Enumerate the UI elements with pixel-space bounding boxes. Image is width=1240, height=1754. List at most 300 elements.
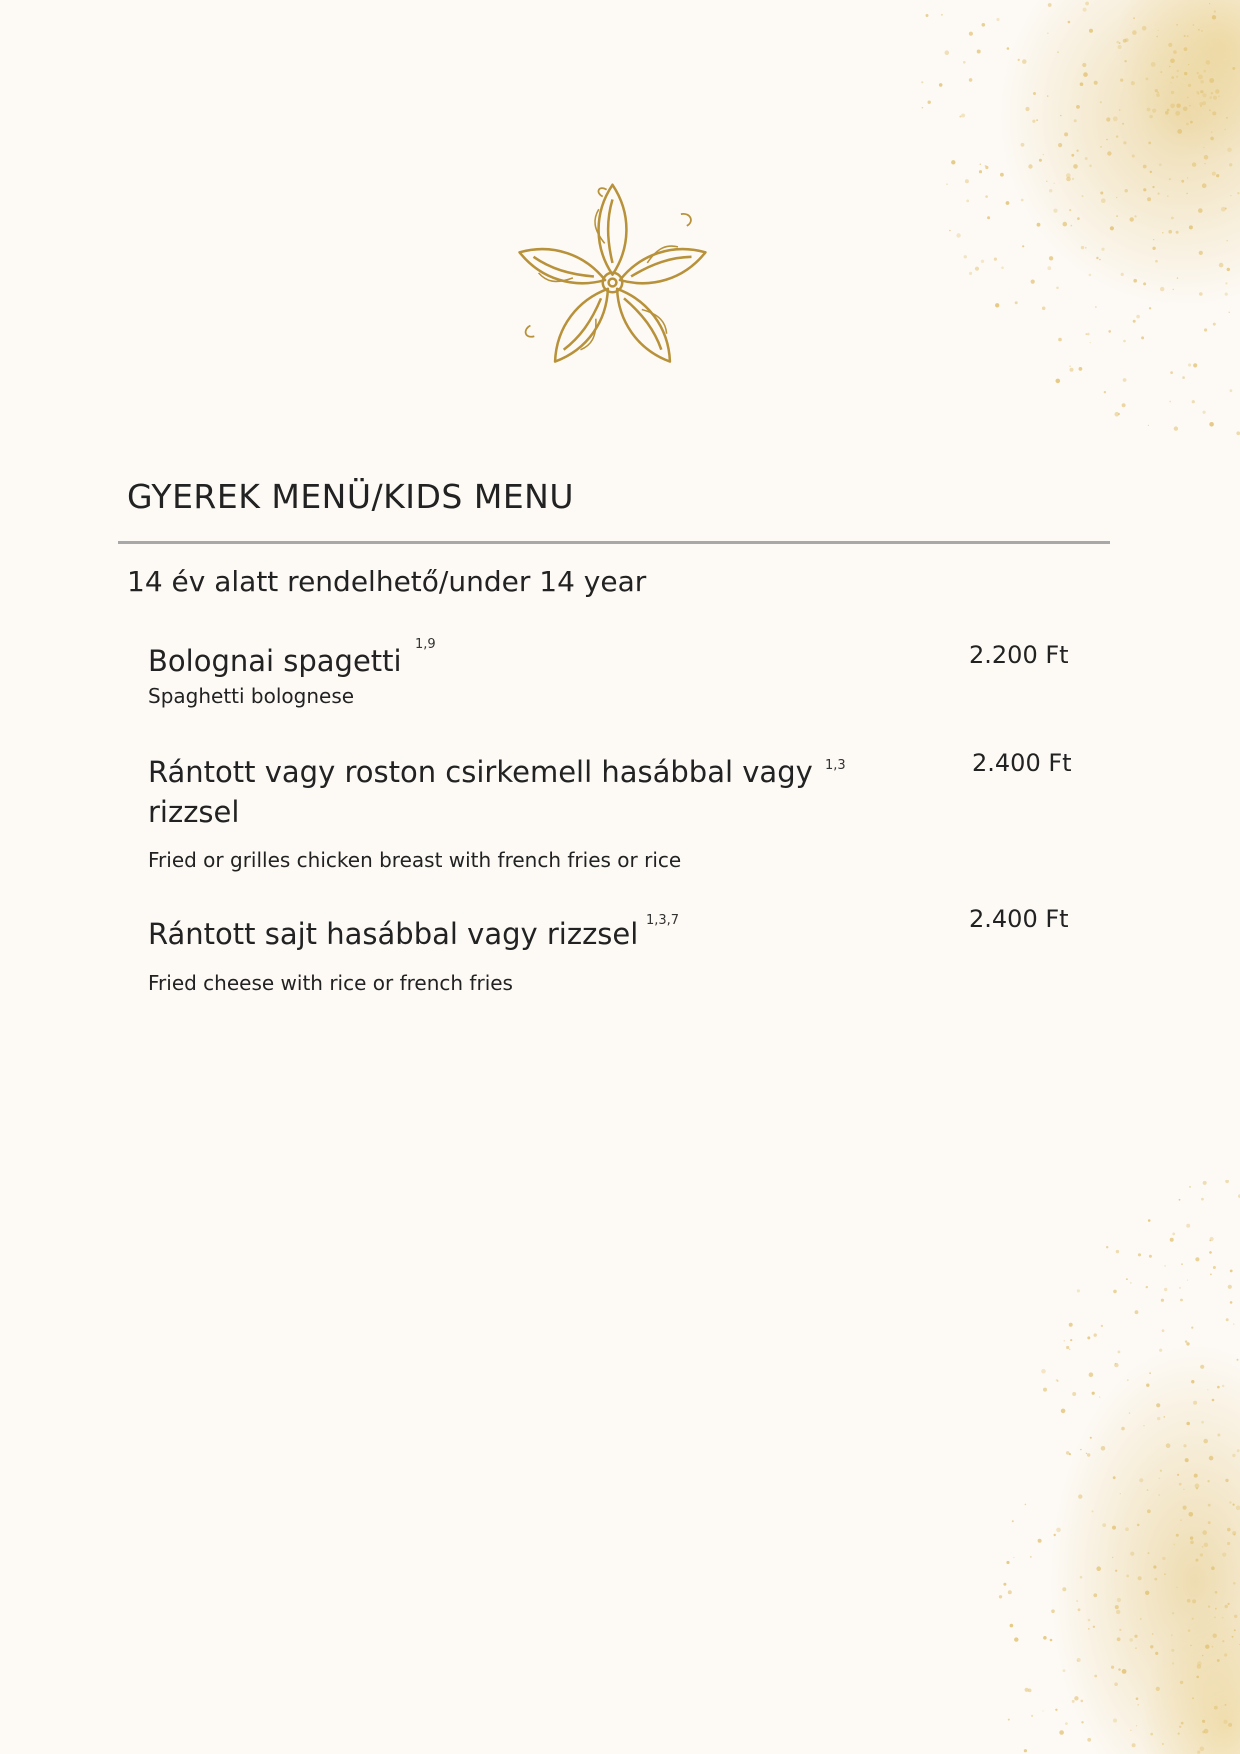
glitter-dot (1059, 1730, 1064, 1735)
glitter-dot (1066, 1451, 1070, 1455)
glitter-dot (1056, 1379, 1058, 1381)
glitter-dot (1066, 173, 1071, 178)
glitter-dot (1232, 1636, 1234, 1638)
glitter-dot (1121, 1427, 1125, 1431)
glitter-dot (1113, 1719, 1117, 1723)
glitter-dot (1182, 376, 1185, 379)
glitter-dot (1047, 95, 1049, 97)
glitter-dot (1155, 1652, 1158, 1655)
glitter-dot (1110, 226, 1114, 230)
glitter-dot (1095, 306, 1097, 308)
glitter-dot (1177, 1474, 1179, 1476)
glitter-dot (1192, 162, 1196, 166)
glitter-dot (1229, 312, 1230, 313)
glitter-dot (1197, 72, 1199, 74)
glitter-dot (961, 114, 965, 118)
glitter-dot (1186, 193, 1187, 194)
glitter-dot (1125, 38, 1129, 42)
glitter-dot (1162, 232, 1163, 233)
glitter-dot (1185, 1340, 1187, 1342)
glitter-dot (1233, 1582, 1236, 1585)
glitter-dot (1159, 1349, 1162, 1352)
glitter-dot (1158, 30, 1159, 31)
glitter-dot (1212, 111, 1216, 115)
glitter-dot (1192, 1599, 1196, 1603)
glitter-dot (1083, 72, 1088, 77)
glitter-dot (1076, 105, 1080, 109)
glitter-dot (999, 1595, 1002, 1598)
glitter-dot (1116, 1610, 1120, 1614)
glitter-dot (1174, 1544, 1176, 1546)
glitter-dot (1201, 1198, 1204, 1201)
glitter-dot (1143, 282, 1146, 285)
glitter-dot (1181, 1263, 1183, 1265)
glitter-dot (1088, 1619, 1091, 1622)
glitter-dot (1230, 195, 1231, 196)
glitter-dot (1054, 183, 1055, 184)
glitter-dot (994, 258, 997, 261)
glitter-dot (1227, 148, 1232, 153)
glitter-dot (1149, 1372, 1151, 1374)
glitter-dot (1209, 1251, 1212, 1254)
glitter-dot (1180, 1681, 1183, 1684)
glitter-dot (1192, 1697, 1194, 1699)
glitter-dot (1196, 1487, 1198, 1489)
glitter-dot (1145, 1591, 1149, 1595)
glitter-dot (1093, 1626, 1095, 1628)
glitter-dot (1119, 1629, 1121, 1631)
glitter-dot (1058, 338, 1062, 342)
glitter-dot (1043, 154, 1044, 155)
glitter-dot (1207, 1480, 1209, 1482)
glitter-dot (1077, 1660, 1078, 1661)
glitter-dot (1196, 1676, 1199, 1679)
glitter-dot (964, 255, 967, 258)
glitter-dot (1217, 1386, 1220, 1389)
glitter-dot (1133, 279, 1137, 283)
glitter-dot (959, 116, 961, 118)
glitter-dot (996, 18, 999, 21)
glitter-dot (1229, 1501, 1231, 1503)
glitter-dot (1123, 340, 1126, 343)
glitter-dot (1237, 1449, 1240, 1452)
glitter-dot (1184, 72, 1187, 75)
glitter-dot (1211, 1566, 1215, 1570)
glitter-dot (1200, 105, 1202, 107)
glitter-dot (1069, 209, 1071, 211)
menu-title: GYEREK MENÜ/KIDS MENU (127, 477, 575, 516)
glitter-dot (1155, 260, 1158, 263)
glitter-dot (1225, 282, 1227, 284)
glitter-dot (1085, 157, 1088, 160)
glitter-dot (1136, 1725, 1137, 1726)
glitter-dot (1175, 111, 1180, 116)
glitter-dot (1141, 336, 1144, 339)
glitter-dot (1113, 116, 1118, 121)
glitter-dot (1126, 1575, 1129, 1578)
glitter-dot (1069, 1323, 1073, 1327)
glitter-dot (1068, 21, 1071, 24)
glitter-dot (1224, 1720, 1228, 1724)
glitter-dot (1232, 1531, 1236, 1535)
glitter-dot (1107, 151, 1111, 155)
glitter-dot (1123, 39, 1127, 43)
glitter-dot (1156, 93, 1160, 97)
glitter-dot (1208, 1504, 1211, 1507)
glitter-dot (1225, 1605, 1228, 1608)
glitter-dot (1222, 1385, 1224, 1387)
glitter-dot (1227, 1542, 1230, 1545)
glitter-dot (1234, 1629, 1236, 1631)
glitter-dot (1234, 1615, 1237, 1618)
glitter-dot (1036, 119, 1038, 121)
glitter-dot (1054, 1534, 1056, 1536)
glitter-dot (1070, 368, 1074, 372)
glitter-dot (1164, 1265, 1166, 1267)
glitter-dot (1177, 70, 1180, 73)
glitter-dot (1172, 1233, 1175, 1236)
glitter-dot (1093, 1593, 1097, 1597)
glitter-dot (1115, 1570, 1117, 1572)
glitter-dot (1176, 24, 1178, 26)
glitter-dot (1211, 92, 1213, 94)
glitter-dot (1136, 1697, 1139, 1700)
glitter-dot (1213, 323, 1216, 326)
glitter-dot (1209, 422, 1214, 427)
glitter-dot (1116, 1250, 1119, 1253)
glitter-dot (1041, 1369, 1046, 1374)
glitter-dot (1213, 1266, 1216, 1269)
glitter-dot (1106, 139, 1108, 141)
glitter-dot (1126, 1278, 1128, 1280)
glitter-dot (1207, 1389, 1208, 1390)
glitter-dot (1135, 1647, 1137, 1649)
glitter-dot (1165, 111, 1169, 115)
glitter-dot (1148, 1552, 1150, 1554)
glitter-dot (1208, 1521, 1211, 1524)
glitter-dot (1169, 66, 1170, 67)
glitter-dot (1100, 192, 1103, 195)
glitter-dot (1028, 1689, 1032, 1693)
glitter-dot (1012, 1520, 1014, 1522)
glitter-dot (1030, 1556, 1032, 1558)
glitter-dot (1118, 45, 1122, 49)
glitter-dot (928, 101, 931, 104)
glitter-dot (1184, 47, 1188, 51)
glitter-dot (995, 303, 999, 307)
glitter-dot (1189, 1186, 1191, 1188)
glitter-dot (1094, 1333, 1097, 1336)
glitter-dot (1089, 165, 1092, 168)
glitter-dot (1197, 1661, 1202, 1666)
glitter-dot (1158, 193, 1160, 195)
glitter-dot (1119, 109, 1120, 110)
glitter-dot (1102, 1523, 1106, 1527)
glitter-dot (1089, 29, 1093, 33)
glitter-dot (1183, 1489, 1184, 1490)
glitter-dot (1080, 1576, 1083, 1579)
glitter-dot (1226, 117, 1228, 119)
glitter-dot (1237, 192, 1239, 194)
glitter-dot (1056, 379, 1061, 384)
glitter-dot (1170, 82, 1171, 83)
glitter-dot (1008, 1590, 1012, 1594)
glitter-dot (1176, 1534, 1179, 1537)
glitter-dot (1081, 246, 1084, 249)
glitter-dot (1076, 150, 1078, 152)
glitter-dot (1049, 189, 1052, 192)
menu-item-name: Rántott vagy roston csirkemell hasábbal vagy rizzsel (148, 755, 813, 829)
glitter-dot (1088, 1628, 1090, 1630)
glitter-dot (1214, 1706, 1218, 1710)
menu-item-name: Rántott sajt hasábbal vagy rizzsel (148, 917, 639, 951)
glitter-dot (1213, 1634, 1217, 1638)
glitter-dot (1147, 108, 1151, 112)
glitter-dot (1192, 1618, 1194, 1620)
glitter-dot (1057, 51, 1058, 52)
glitter-dot (1064, 132, 1068, 136)
glitter-dot (1227, 240, 1228, 241)
glitter-dot (1183, 107, 1188, 112)
gold-flower-icon (505, 175, 720, 390)
glitter-dot (1203, 147, 1204, 148)
glitter-dot (1118, 413, 1120, 415)
allergen-codes: 1,9 (415, 637, 436, 652)
glitter-dot (985, 166, 988, 169)
glitter-dot (985, 165, 987, 167)
glitter-dot (1176, 104, 1180, 108)
glitter-dot (1115, 412, 1120, 417)
glitter-dot (1180, 1520, 1181, 1521)
glitter-dot (1121, 273, 1124, 276)
glitter-dot (1047, 33, 1048, 34)
glitter-dot (1077, 1658, 1081, 1662)
glitter-dot (1033, 92, 1036, 95)
glitter-dot (1205, 1645, 1209, 1649)
glitter-dot (951, 160, 955, 164)
glitter-dot (1209, 109, 1211, 111)
glitter-dot (1071, 225, 1073, 227)
glitter-dot (1222, 1617, 1224, 1619)
glitter-dot (1172, 1662, 1174, 1664)
glitter-dot (1156, 1403, 1160, 1407)
glitter-dot (1063, 1669, 1066, 1672)
glitter-dot (1227, 268, 1230, 271)
glitter-dot (1187, 177, 1188, 178)
glitter-dot (1179, 1483, 1182, 1486)
glitter-dot (1225, 1704, 1227, 1706)
glitter-dot (1085, 247, 1087, 249)
glitter-dot (1154, 1578, 1157, 1581)
glitter-dot (1226, 1318, 1229, 1321)
glitter-dot (1123, 141, 1126, 144)
glitter-dot (1198, 75, 1203, 80)
glitter-dot (979, 170, 982, 173)
glitter-dot (1007, 47, 1010, 50)
glitter-dot (1094, 81, 1098, 85)
glitter-dot (1076, 1600, 1078, 1602)
glitter-dot (1177, 129, 1182, 134)
glitter-dot (1043, 1636, 1047, 1640)
glitter-dot (1216, 174, 1219, 177)
glitter-dot (1212, 1399, 1215, 1402)
glitter-dot (1113, 1476, 1116, 1479)
glitter-dot (1168, 230, 1172, 234)
glitter-dot (1050, 1639, 1053, 1642)
glitter-dot (1171, 1649, 1174, 1652)
glitter-dot (1167, 195, 1169, 197)
glitter-dot (1237, 1359, 1239, 1361)
glitter-dot (1132, 30, 1137, 35)
glitter-dot (1172, 1612, 1174, 1614)
glitter-dot (1087, 1336, 1090, 1339)
glitter-dot (1210, 1237, 1214, 1241)
glitter-dot (1100, 146, 1102, 148)
glitter-dot (969, 78, 973, 82)
glitter-dot (1191, 1327, 1193, 1329)
glitter-dot (1222, 1553, 1226, 1557)
glitter-dot (1074, 1696, 1078, 1700)
glitter-dot (1167, 109, 1170, 112)
glitter-dot (1212, 15, 1216, 19)
glitter-dot (1140, 1618, 1142, 1620)
glitter-dot (1160, 287, 1164, 291)
glitter-dot (1219, 263, 1224, 268)
glitter-dot (1180, 1299, 1183, 1302)
glitter-dot (1087, 333, 1090, 336)
glitter-dot (1013, 1557, 1014, 1558)
glitter-dot (1070, 1339, 1072, 1341)
glitter-dot (1101, 1446, 1106, 1451)
glitter-dot (1170, 104, 1175, 109)
glitter-dot (1147, 197, 1151, 201)
glitter-dot (1138, 1253, 1141, 1256)
glitter-dot (1215, 1608, 1217, 1610)
glitter-dot (1189, 225, 1193, 229)
glitter-dot (1061, 1409, 1066, 1414)
glitter-dot (1082, 63, 1086, 67)
glitter-dot (1149, 1255, 1152, 1258)
glitter-dot (1130, 217, 1134, 221)
glitter-dot (1192, 400, 1195, 403)
glitter-dot (1204, 1543, 1208, 1547)
glitter-dot (1000, 173, 1004, 177)
glitter-dot (1204, 328, 1207, 331)
glitter-dot (1073, 164, 1078, 169)
glitter-dot (1217, 1659, 1220, 1662)
glitter-dot (1171, 1634, 1173, 1636)
glitter-dot (1156, 36, 1158, 38)
glitter-dot (1217, 1434, 1220, 1437)
glitter-dot (1155, 89, 1158, 92)
glitter-dot (1006, 201, 1010, 205)
glitter-dot (982, 23, 986, 27)
glitter-dot (1072, 178, 1074, 180)
glitter-dot (1032, 120, 1035, 123)
glitter-dot (981, 260, 984, 263)
glitter-dot (1083, 8, 1087, 12)
glitter-dot (1201, 90, 1204, 93)
glitter-dot (1003, 1583, 1006, 1586)
glitter-dot (1129, 1412, 1130, 1413)
glitter-dot (1143, 165, 1147, 169)
glitter-dot (1077, 1289, 1080, 1292)
glitter-dot (1202, 1731, 1205, 1734)
glitter-dot (1138, 1576, 1142, 1580)
glitter-dot (1185, 1458, 1189, 1462)
glitter-dot (1031, 1715, 1033, 1717)
glitter-dot (1058, 143, 1062, 147)
glitter-dot (1221, 207, 1226, 212)
glitter-dot (1183, 1506, 1187, 1510)
menu-item-description: Fried cheese with rice or french fries (148, 971, 513, 995)
gold-glitter-bottom (940, 1180, 1240, 1754)
glitter-dot (1174, 426, 1178, 430)
glitter-dot (1057, 1380, 1058, 1381)
glitter-dot (1232, 67, 1235, 70)
glitter-dot (1204, 155, 1209, 160)
glitter-dot (922, 107, 924, 109)
glitter-dot (1118, 1351, 1121, 1354)
menu-item-description: Spaghetti bolognese (148, 684, 355, 708)
menu-item-price: 2.400 Ft (969, 905, 1069, 933)
glitter-dot (969, 32, 973, 36)
glitter-dot (1151, 62, 1156, 67)
glitter-dot (1119, 42, 1121, 44)
menu-item-price: 2.400 Ft (972, 749, 1072, 777)
glitter-dot (1133, 17, 1135, 19)
glitter-dot (1204, 70, 1207, 73)
glitter-dot (1089, 1372, 1094, 1377)
glitter-dot (980, 164, 981, 165)
glitter-dot (1188, 84, 1191, 87)
glitter-dot (1170, 1238, 1174, 1242)
glitter-dot (1200, 80, 1203, 83)
glitter-dot (1228, 1723, 1232, 1727)
glitter-dot (1116, 197, 1117, 198)
glitter-dot (1191, 1380, 1194, 1383)
glitter-dot (1071, 154, 1074, 157)
glitter-dot (946, 183, 948, 185)
glitter-dot (1094, 1675, 1097, 1678)
glitter-dot (1132, 1743, 1136, 1747)
glitter-dot (1137, 1524, 1140, 1527)
glitter-dot (1113, 1290, 1117, 1294)
glitter-dot (1190, 1645, 1191, 1646)
glitter-dot (1062, 1587, 1066, 1591)
glitter-dot (1200, 1553, 1203, 1556)
glitter-dot (1042, 1710, 1043, 1711)
glitter-dot (1202, 1720, 1205, 1723)
glitter-dot (921, 81, 923, 83)
glitter-dot (1233, 1323, 1234, 1324)
glitter-dot (939, 83, 943, 87)
glitter-dot (1087, 1738, 1091, 1742)
glitter-dot (1199, 102, 1203, 106)
glitter-dot (1042, 307, 1046, 311)
glitter-dot (1162, 1329, 1165, 1332)
glitter-dot (1202, 1655, 1203, 1656)
glitter-dot (1150, 1733, 1153, 1736)
glitter-dot (1171, 217, 1174, 220)
glitter-dot (1149, 115, 1152, 118)
glitter-dot (1196, 1559, 1199, 1562)
glitter-dot (1193, 24, 1195, 26)
glitter-dot (1063, 222, 1068, 227)
glitter-dot (1236, 431, 1240, 435)
glitter-dot (1099, 1396, 1100, 1397)
glitter-dot (1064, 1340, 1066, 1342)
